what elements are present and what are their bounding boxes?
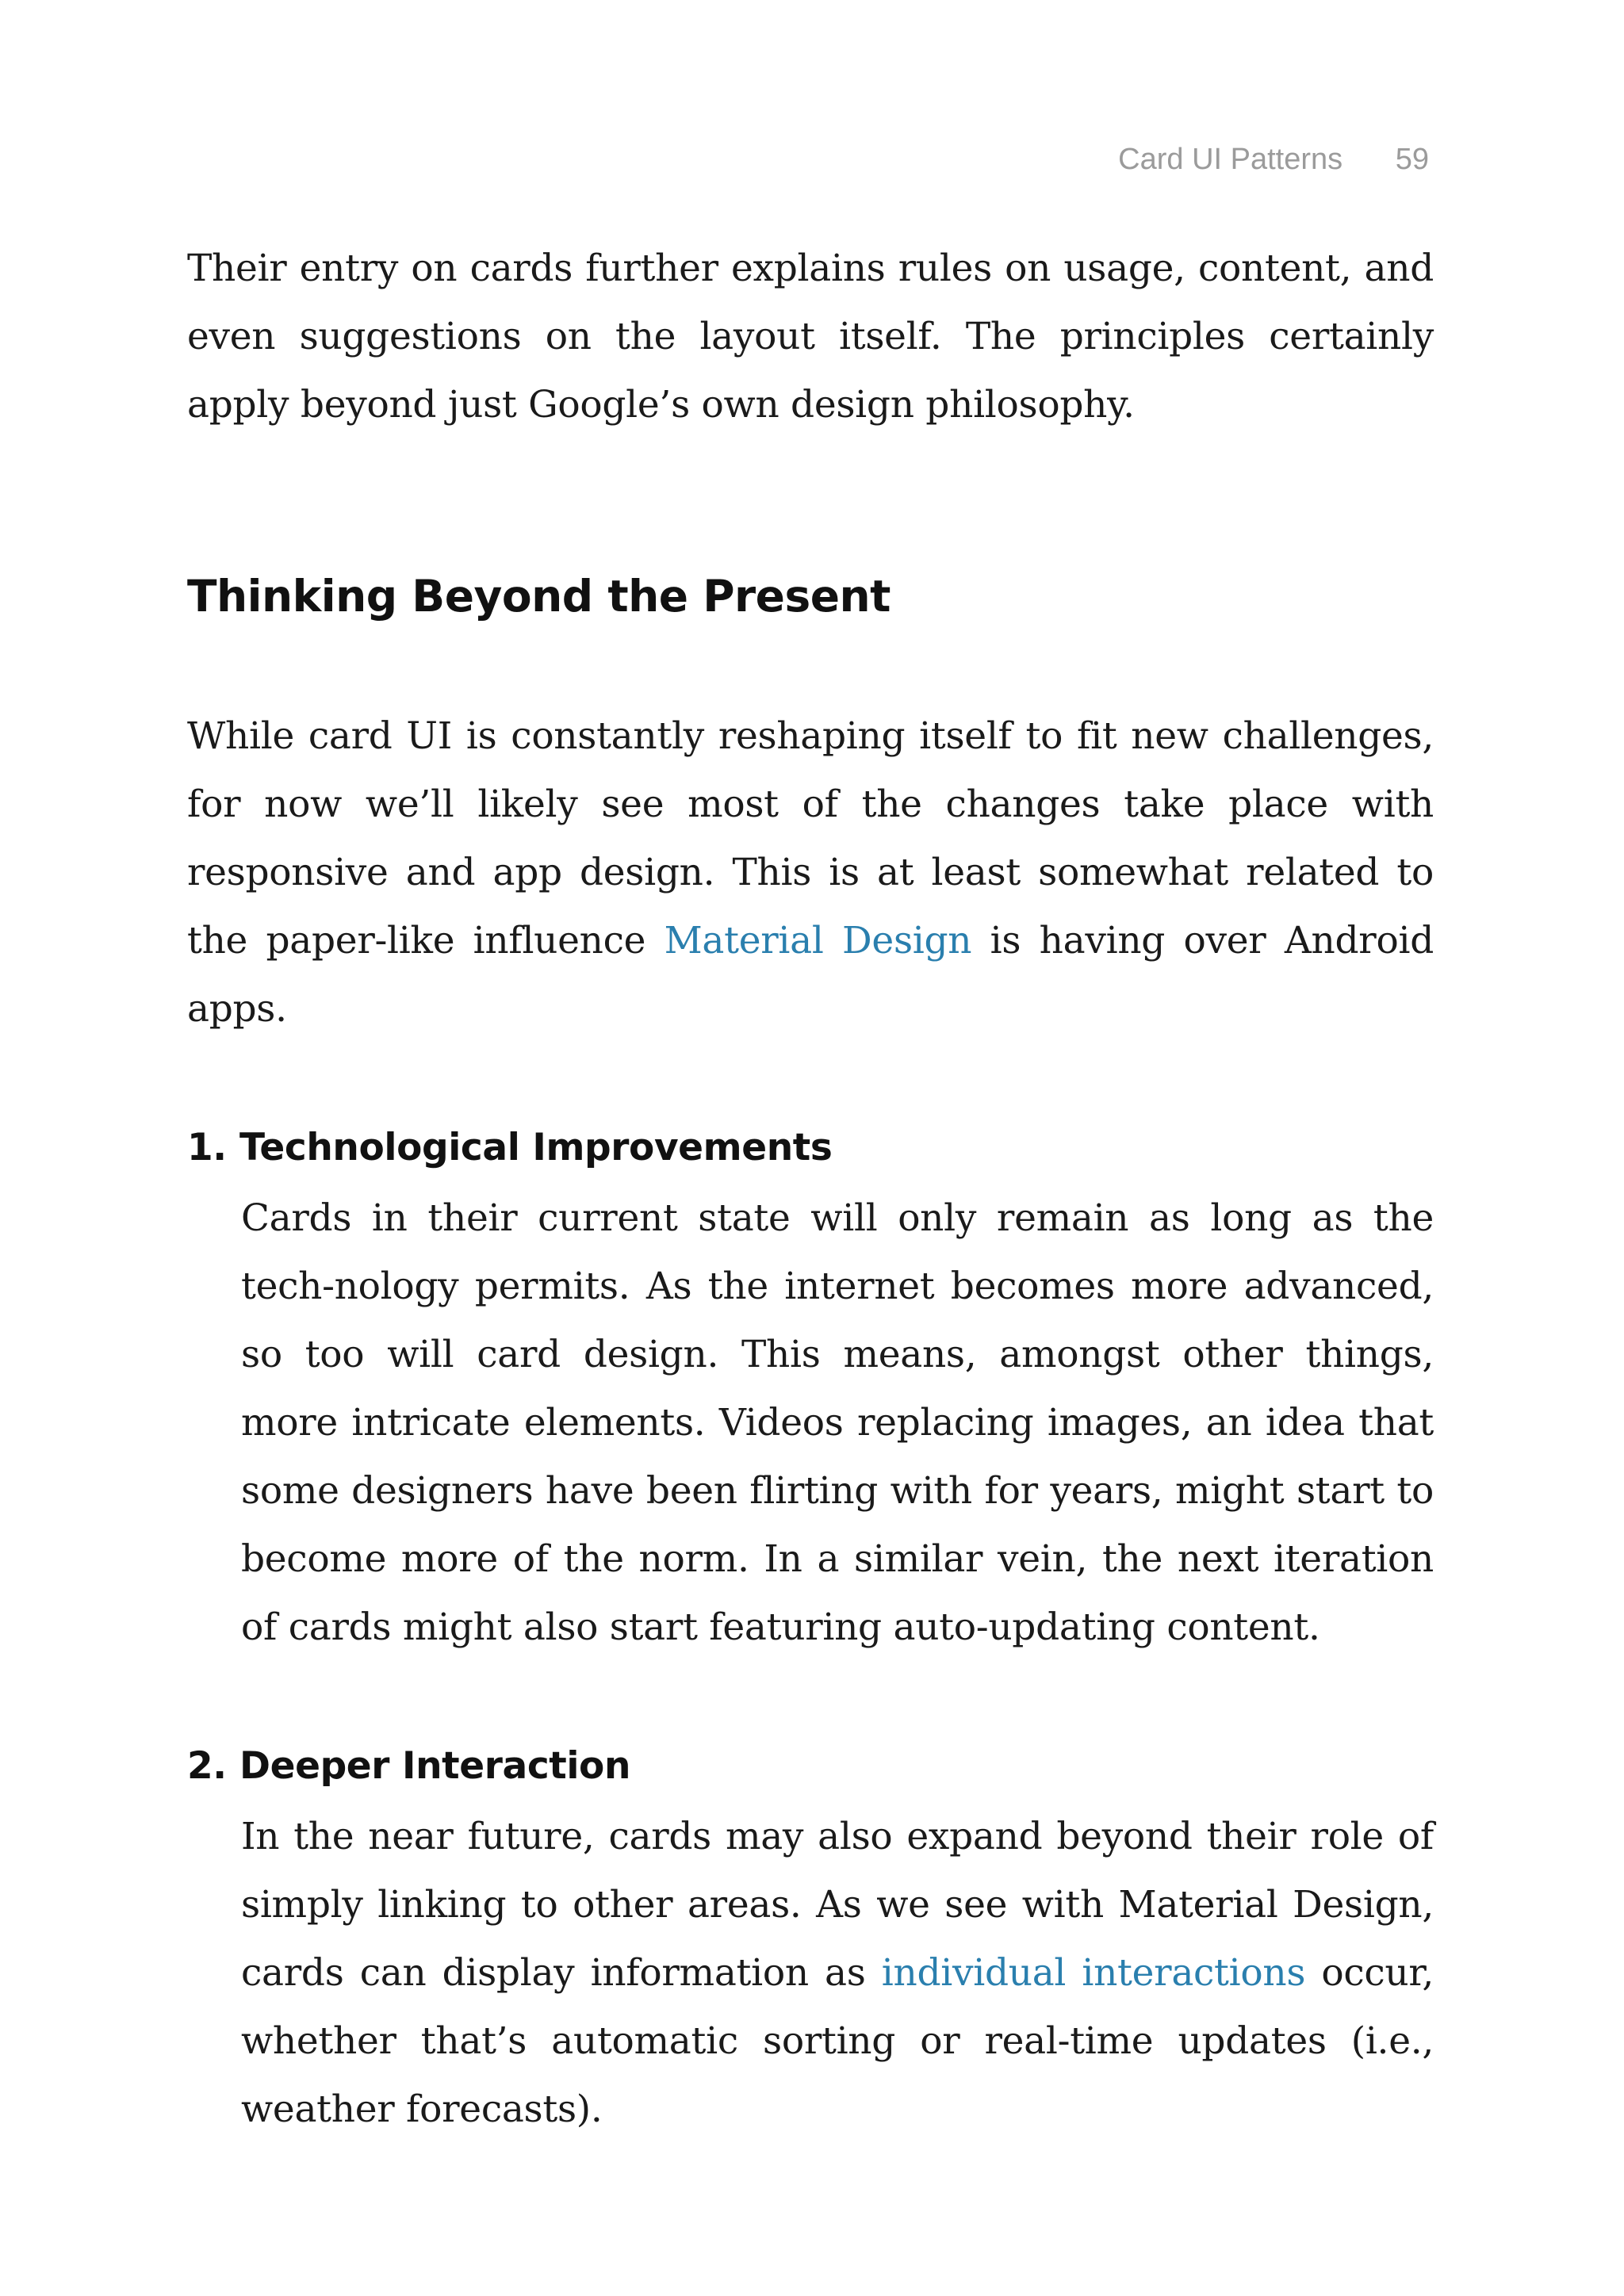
page-number: 59 [1395, 143, 1429, 176]
intro-paragraph: Their entry on cards further explains rules on usage, content, and even suggestions on the layout itself. The principles certainly apply beyond just Google’s own design philosophy. [187, 247, 1434, 427]
list-item-number: 1. [187, 1126, 227, 1169]
list-item-body-text-2: occur, whether that’s automatic sorting or real-time updates (i.e., weather forecasts). [241, 1951, 1434, 2131]
list-item-technological-improvements [187, 1116, 1434, 1662]
section-paragraph-text-2: is having over Android apps. [187, 919, 1434, 1031]
list-item-heading [187, 1116, 1434, 1180]
list-item-body-text-1: In the near future, cards may also expand beyond their role of simply linking to other areas. As we see with Material Design, cards can display information as [241, 1815, 1434, 1995]
list-item-body [241, 1803, 1434, 2144]
list-item-title: Technological Improvements [239, 1126, 833, 1169]
list-item-number: 2. [187, 1744, 227, 1788]
individual-interactions-link[interactable]: individual interactions [881, 1951, 1306, 1995]
running-title: Card UI Patterns [1118, 143, 1343, 176]
list-item-title: Deeper Interaction [239, 1744, 631, 1788]
list-item-body: Cards in their current state will only remain as long as the tech-nology permits. As the internet becomes more advanced, so too will card design. This means, amongst other things, more intricate elements. Videos replacing images, an idea that some designers have been flirting with for years, might start to become more of the norm. In a similar vein, the next iteration of cards might also start featuring auto-updating content. [241, 1196, 1434, 1649]
running-header [1118, 143, 1429, 177]
section-paragraph-text-1: While card UI is constantly reshaping itself to fit new challenges, for now we’ll likely see most of the changes take place with responsive and app design. This is at least somewhat related to the paper-like influence [187, 714, 1434, 962]
material-design-link[interactable]: Material Design [664, 919, 972, 962]
list-item-deeper-interaction [187, 1735, 1434, 2144]
section-paragraph [187, 702, 1434, 1043]
section-heading: Thinking Beyond the Present [187, 571, 891, 622]
page-content [187, 235, 1434, 2144]
list-item-heading [187, 1735, 1434, 1798]
